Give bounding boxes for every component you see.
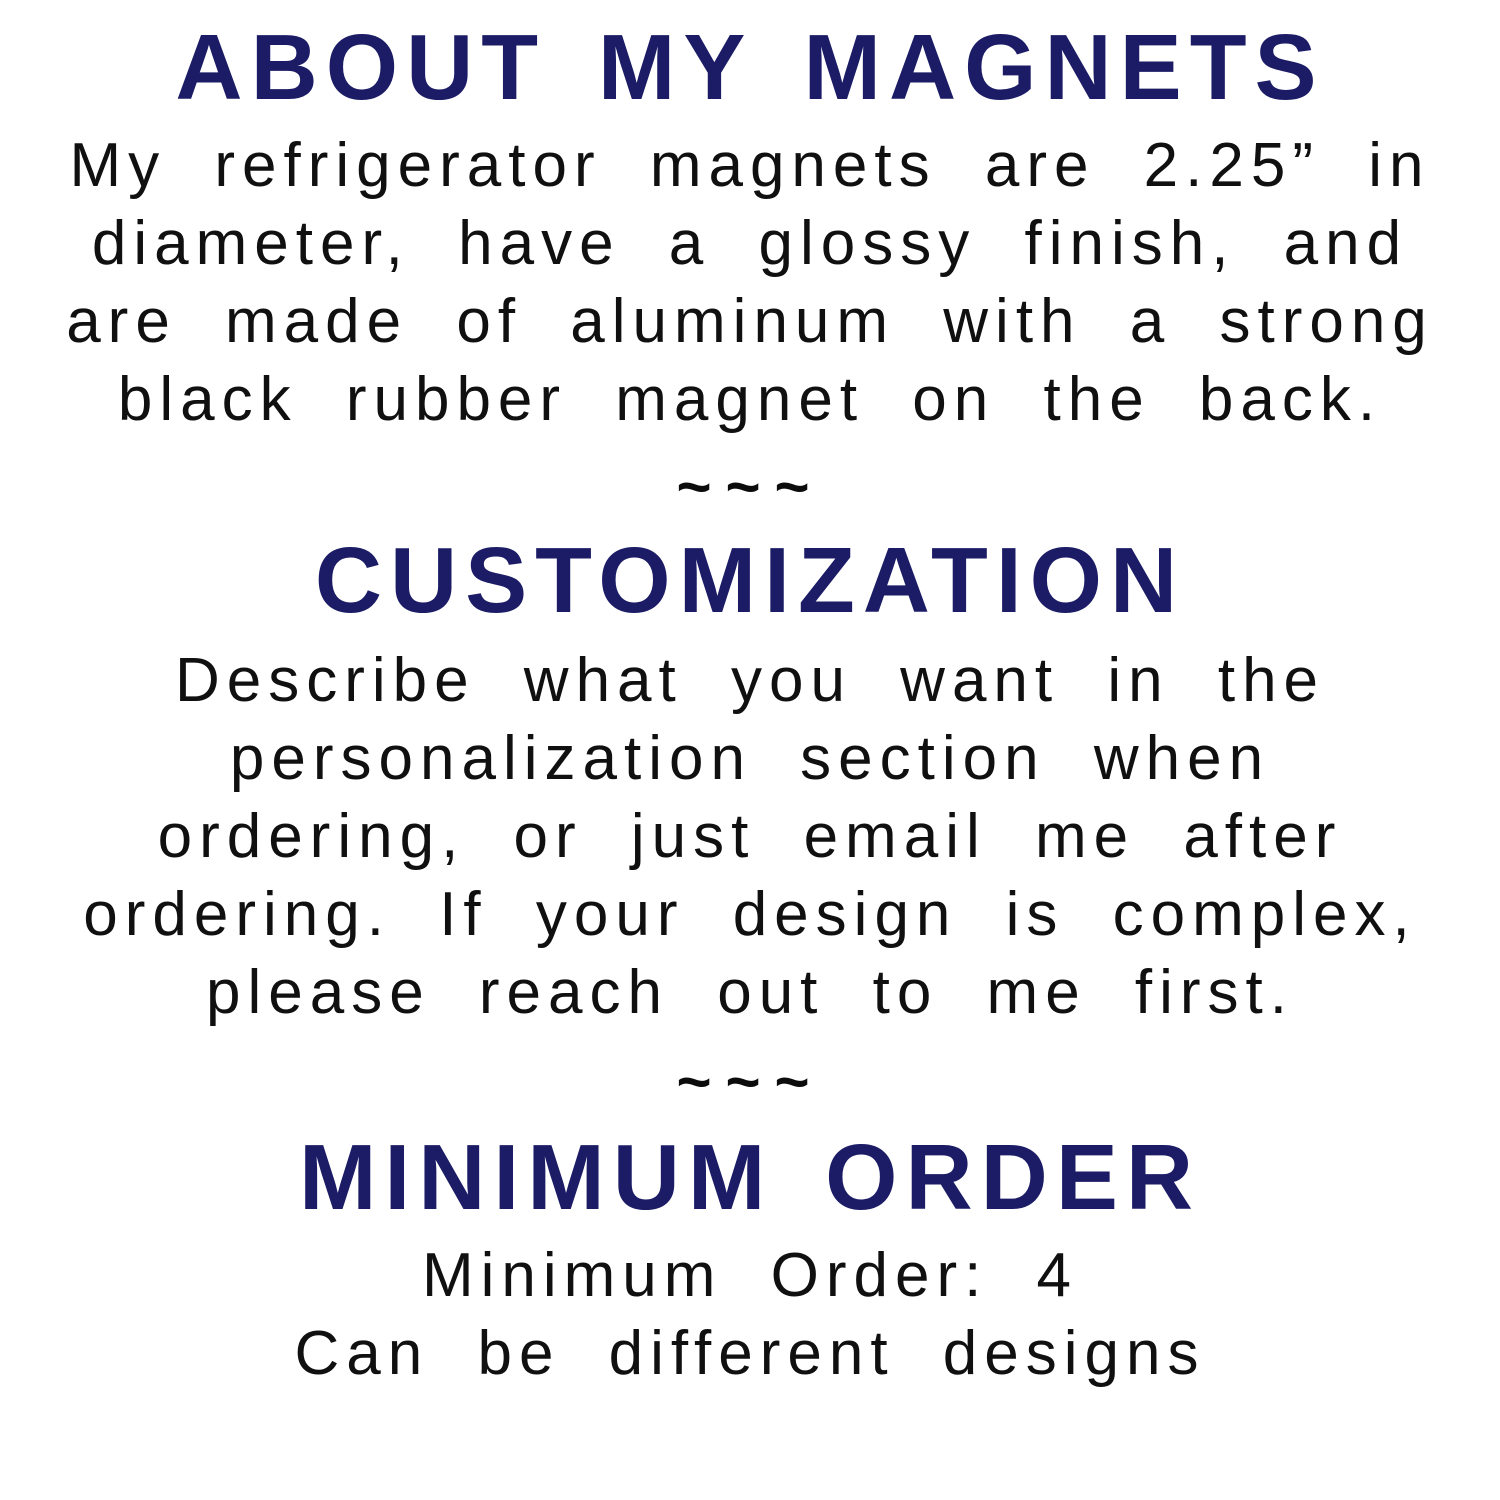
body-text-line: Minimum Order: 4: [421, 1240, 1079, 1310]
tilde-divider: ~~~: [676, 452, 824, 520]
body-text-line: My refrigerator magnets are 2.25” in: [69, 130, 1431, 200]
body-text-line: Can be different designs: [294, 1318, 1206, 1388]
section-body-about-my-magnets: [66, 127, 1434, 439]
body-text-line: please reach out to me first.: [205, 957, 1295, 1027]
body-text-line: personalization section when: [229, 723, 1271, 793]
body-text-line: Describe what you want in the: [174, 645, 1326, 715]
section-heading-about-my-magnets: ABOUT MY MAGNETS: [175, 15, 1325, 119]
section-heading-customization: CUSTOMIZATION: [314, 527, 1186, 632]
body-text-line: ordering, or just email me after: [157, 801, 1343, 871]
section-body-customization: [83, 642, 1416, 1032]
section-heading-minimum-order: MINIMUM ORDER: [298, 1124, 1202, 1229]
body-text-line: are made of aluminum with a strong: [66, 286, 1434, 356]
section-body-minimum-order: [295, 1237, 1206, 1393]
body-text-line: diameter, have a glossy finish, and: [91, 208, 1409, 278]
body-text-line: ordering. If your design is complex,: [83, 879, 1417, 949]
body-text-line: black rubber magnet on the back.: [117, 364, 1383, 434]
tilde-divider: ~~~: [676, 1047, 824, 1115]
